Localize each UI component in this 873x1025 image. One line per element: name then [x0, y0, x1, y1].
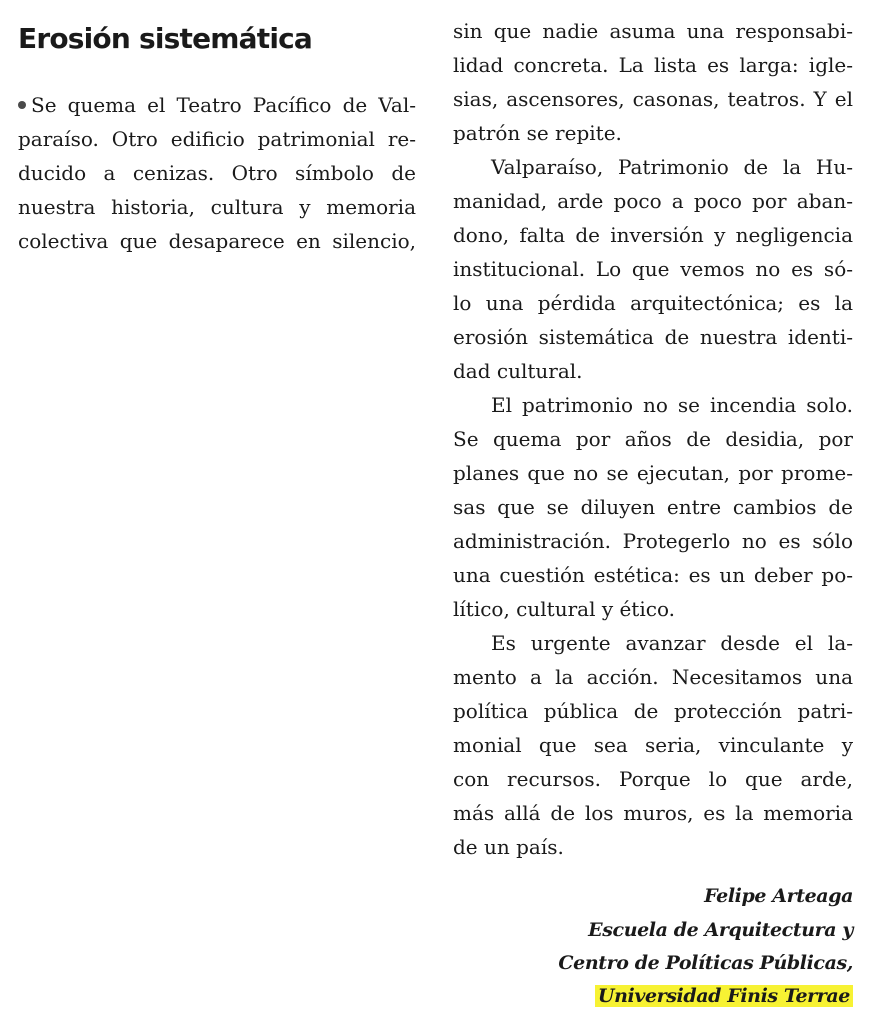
author-affiliation-line: Escuela de Arquitectura y — [588, 919, 853, 941]
right-column-line: sias, ascensores, casonas, teatros. Y el — [453, 87, 853, 111]
right-column-line: lidad concreta. La lista es larga: igle- — [453, 53, 853, 77]
right-column-line: dono, falta de inversión y negligencia — [453, 223, 853, 247]
author-affiliation-line: Centro de Políticas Públicas, — [558, 952, 853, 974]
left-column-line: nuestra historia, cultura y memoria — [18, 195, 416, 219]
right-column-line: manidad, arde poco a poco por aban- — [453, 189, 853, 213]
right-column-line: lo una pérdida arquitectónica; es la — [453, 291, 853, 315]
right-column-line: planes que no se ejecutan, por prome- — [453, 461, 853, 485]
left-column-line: Se quema el Teatro Pacífico de Val- — [18, 88, 416, 122]
article-headline: Erosión sistemática — [18, 22, 313, 55]
right-column-line: administración. Protegerlo no es sólo — [453, 529, 853, 553]
right-column-line: institucional. Lo que vemos no es só- — [453, 257, 853, 281]
right-column-line: una cuestión estética: es un deber po- — [453, 563, 853, 587]
right-column-line: más allá de los muros, es la memoria — [453, 801, 853, 825]
right-column-line: Es urgente avanzar desde el la- — [491, 631, 853, 655]
right-column-line: Se quema por años de desidia, por — [453, 427, 853, 451]
left-column-line: ducido a cenizas. Otro símbolo de — [18, 161, 416, 185]
right-column-line: mento a la acción. Necesitamos una — [453, 665, 853, 689]
right-column-line: erosión sistemática de nuestra identi- — [453, 325, 853, 349]
right-column-line: sas que se diluyen entre cambios de — [453, 495, 853, 519]
right-column-line: política pública de protección patri- — [453, 699, 853, 723]
right-column-line: El patrimonio no se incendia solo. — [491, 393, 853, 417]
right-column-line: patrón se repite. — [453, 121, 622, 145]
author-institution — [595, 980, 853, 1012]
left-column-line: colectiva que desaparece en silencio, — [18, 229, 416, 253]
author-name: Felipe Arteaga — [704, 885, 853, 907]
right-column-line: lítico, cultural y ético. — [453, 597, 675, 621]
right-column-line: monial que sea seria, vinculante y — [453, 733, 853, 757]
left-column-line: paraíso. Otro edificio patrimonial re- — [18, 127, 416, 151]
highlighted-institution: Universidad Finis Terrae — [595, 985, 853, 1007]
right-column-line: Valparaíso, Patrimonio de la Hu- — [491, 155, 853, 179]
right-column-line: sin que nadie asuma una responsabi- — [453, 19, 853, 43]
bullet-icon — [18, 101, 26, 109]
right-column-line: dad cultural. — [453, 359, 583, 383]
right-column-line: de un país. — [453, 835, 564, 859]
right-column-line: con recursos. Porque lo que arde, — [453, 767, 853, 791]
